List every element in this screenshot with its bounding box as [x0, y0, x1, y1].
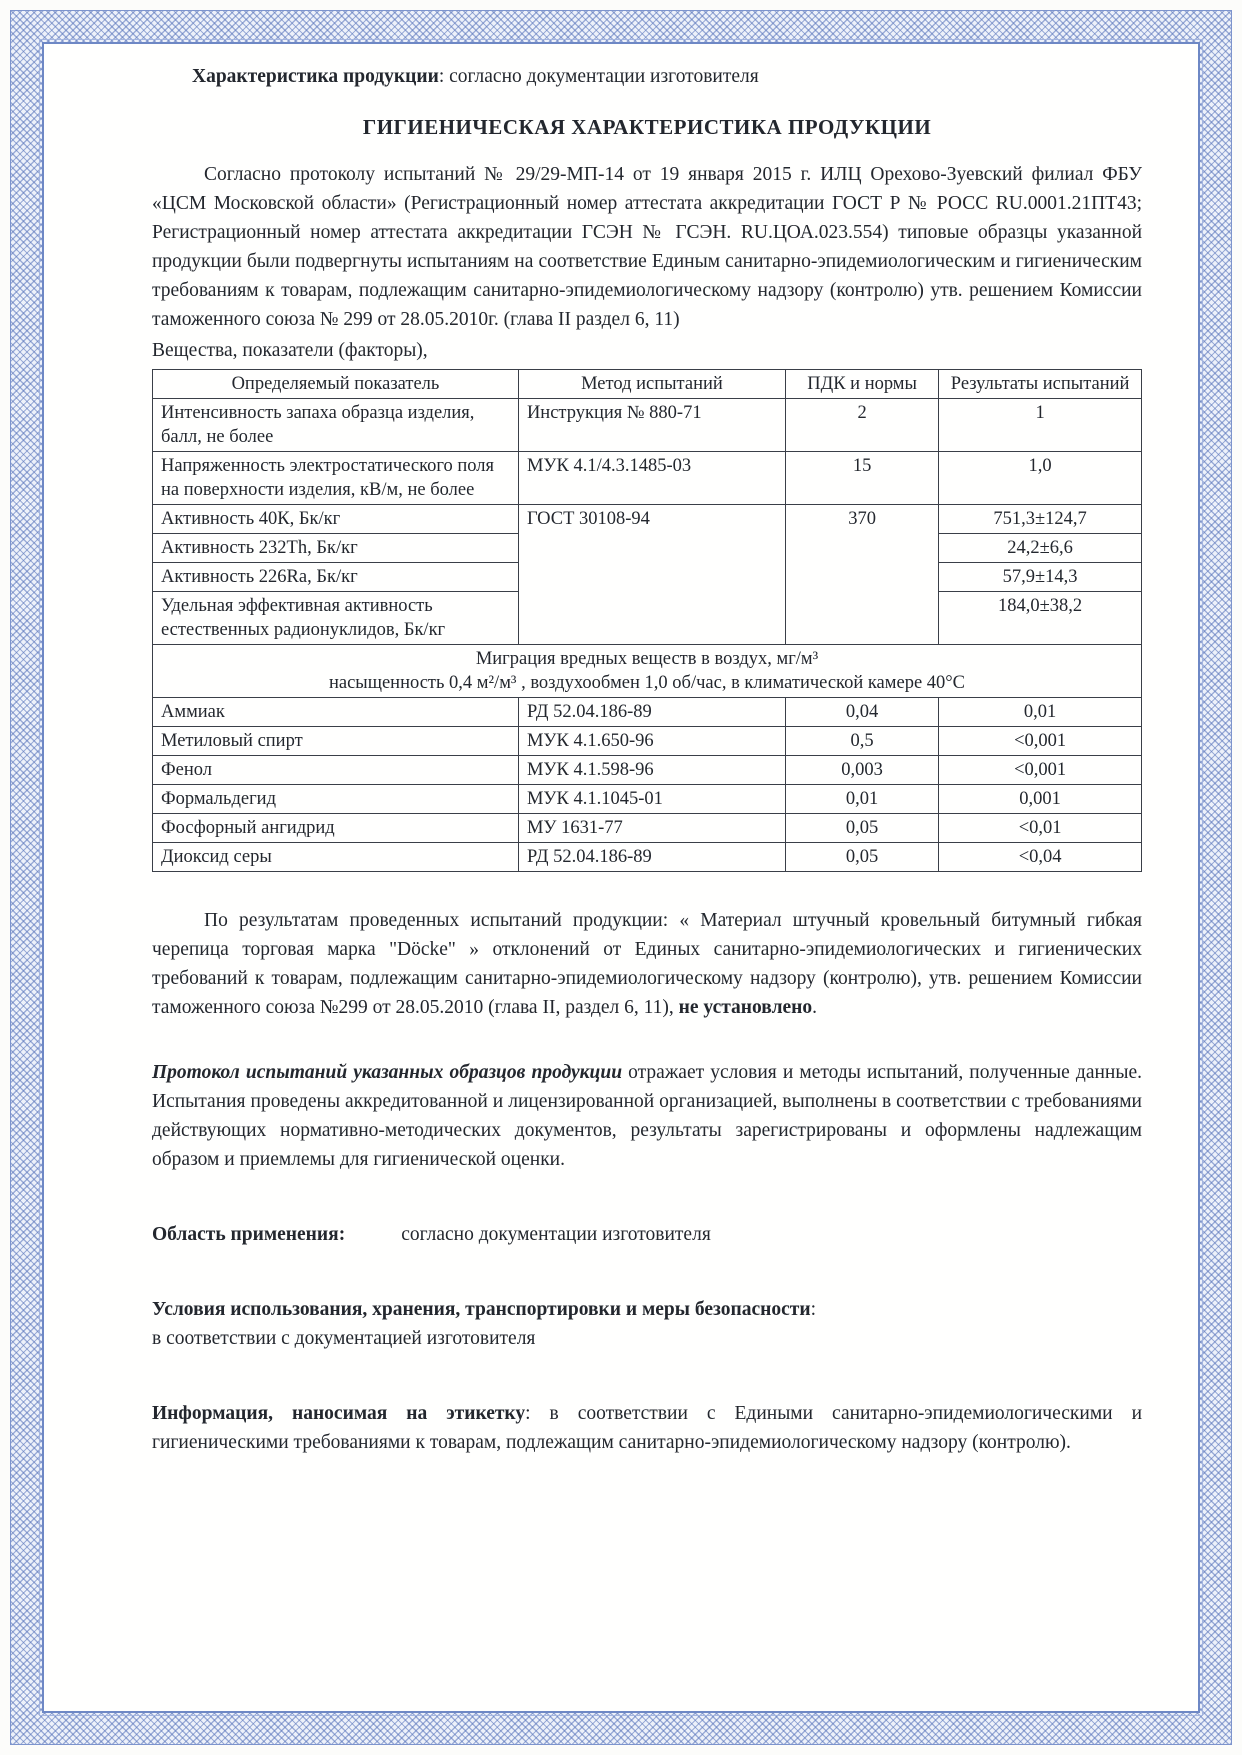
- cell-method: МУК 4.1.650-96: [518, 727, 785, 756]
- scope-section: [152, 1220, 1142, 1249]
- table-row: [153, 814, 1142, 843]
- cell-result: 24,2±6,6: [939, 534, 1142, 563]
- table-row: [153, 727, 1142, 756]
- cell-param: Напряженность электростатического поля на поверхности изделия, кВ/м, не более: [153, 452, 519, 505]
- col-header-norm: ПДК и нормы: [785, 370, 938, 399]
- cell-norm: 0,05: [785, 814, 938, 843]
- conditions-value: в соответствии с документацией изготовителя: [152, 1328, 536, 1349]
- cell-method-activity: ГОСТ 30108-94: [518, 505, 785, 645]
- cell-result: <0,001: [939, 756, 1142, 785]
- results-dot: .: [812, 997, 818, 1018]
- cell-method: МУК 4.1.1045-01: [518, 785, 785, 814]
- table-row: [153, 698, 1142, 727]
- cell-method: Инструкция № 880-71: [518, 399, 785, 452]
- protocol-lead: Протокол испытаний указанных образцов продукции: [152, 1062, 623, 1083]
- table-row: [153, 452, 1142, 505]
- cell-norm: 0,05: [785, 843, 938, 872]
- cell-param: Фенол: [153, 756, 519, 785]
- cell-norm: 2: [785, 399, 938, 452]
- scope-label: Область применения:: [152, 1224, 346, 1245]
- table-row: [153, 756, 1142, 785]
- cell-result: 57,9±14,3: [939, 563, 1142, 592]
- cell-param: Метиловый спирт: [153, 727, 519, 756]
- cell-norm: 0,04: [785, 698, 938, 727]
- results-text: По результатам проведенных испытаний продукции: « Материал штучный кровельный битумный гибкая черепица торговая марка "Döcke" » отклонений от Единых санитарно-эпидемиологических и гигиенических требований к товарам, подлежащим санитарно-эпидемиологическому надзору (контролю), утв. решением Комиссии таможенного союза №299 от 28.05.2010 (глава II, раздел 6, 11),: [152, 910, 1142, 1018]
- cell-method: РД 52.04.186-89: [518, 843, 785, 872]
- results-conclusion-bold: не установлено: [678, 997, 813, 1018]
- product-characteristic-label: Характеристика продукции: [192, 66, 439, 87]
- col-header-parameter: Определяемый показатель: [153, 370, 519, 399]
- cell-param: Аммиак: [153, 698, 519, 727]
- scope-value: согласно документации изготовителя: [401, 1224, 711, 1245]
- protocol-rest: отражает условия и методы испытаний, полученные данные. Испытания проведены аккредитованной и лицензированной организацией, выполнены в соответствии с требованиями действующих нормативно-методических документов, результаты зарегистрированы и оформлены надлежащим образом и приемлемы для гигиенической оценки.: [152, 1062, 1142, 1170]
- migration-subtitle: насыщенность 0,4 м²/м³ , воздухообмен 1,0 об/час, в климатической камере 40°С: [328, 673, 966, 693]
- cell-result: 1,0: [939, 452, 1142, 505]
- label-info-value: : в соответствии с Едиными санитарно-эпидемиологическими и гигиеническими требованиями к товарам, подлежащим санитарно-эпидемиологическому надзору (контролю).: [152, 1403, 1143, 1453]
- cell-result: <0,001: [939, 727, 1142, 756]
- cell-param: Фосфорный ангидрид: [153, 814, 519, 843]
- migration-title: Миграция вредных веществ в воздух, мг/м³: [475, 649, 819, 669]
- table-row: [153, 843, 1142, 872]
- cell-norm-activity: 370: [785, 505, 938, 645]
- protocol-paragraph: [152, 1058, 1142, 1174]
- label-info-label: Информация, наносимая на этикетку: [152, 1403, 526, 1424]
- cell-norm: 0,01: [785, 785, 938, 814]
- cell-param: Активность 226Ra, Бк/кг: [153, 563, 519, 592]
- cell-result: 751,3±124,7: [939, 505, 1142, 534]
- product-characteristic-value: : согласно документации изготовителя: [438, 66, 759, 87]
- page-title: ГИГИЕНИЧЕСКАЯ ХАРАКТЕРИСТИКА ПРОДУКЦИИ: [362, 115, 932, 139]
- cell-param: Активность 40К, Бк/кг: [153, 505, 519, 534]
- table-row: [153, 785, 1142, 814]
- conditions-separator: :: [810, 1299, 816, 1320]
- document-content: [58, 46, 1184, 1709]
- cell-result: 1: [939, 399, 1142, 452]
- cell-norm: 0,003: [785, 756, 938, 785]
- cell-result: 0,001: [939, 785, 1142, 814]
- migration-header-row: [153, 645, 1142, 698]
- cell-param: Формальдегид: [153, 785, 519, 814]
- cell-norm: 15: [785, 452, 938, 505]
- table-row: [153, 399, 1142, 452]
- cell-method: РД 52.04.186-89: [518, 698, 785, 727]
- conditions-section: [152, 1295, 1142, 1353]
- cell-param: Диоксид серы: [153, 843, 519, 872]
- cell-norm: 0,5: [785, 727, 938, 756]
- conditions-label: Условия использования, хранения, транспортировки и меры безопасности: [152, 1299, 811, 1320]
- results-paragraph: [152, 906, 1142, 1022]
- intro-paragraph: Согласно протоколу испытаний № 29/29-МП-14 от 19 января 2015 г. ИЛЦ Орехово-Зуевский филиал ФБУ «ЦСМ Московской области» (Регистрационный номер аттестата аккредитации ГОСТ Р № РОСС RU.0001.21ПТ43; Регистрационный номер аттестата аккредитации ГСЭН № ГСЭН. RU.ЦОА.023.554) типовые образцы указанной продукции были подвергнуты испытаниям на соответствие Единым санитарно-эпидемиологическим и гигиеническим требованиям к товарам, подлежащим санитарно-эпидемиологическому надзору (контролю) утв. решением Комиссии таможенного союза № 299 от 28.05.2010г. (глава II раздел 6, 11): [152, 164, 1142, 330]
- table-row: [153, 505, 1142, 534]
- col-header-method: Метод испытаний: [518, 370, 785, 399]
- cell-result: <0,04: [939, 843, 1142, 872]
- substances-caption: Вещества, показатели (факторы),: [152, 340, 428, 361]
- cell-param: Интенсивность запаха образца изделия, балл, не более: [153, 399, 519, 452]
- cell-method: МУ 1631-77: [518, 814, 785, 843]
- table-header-row: [153, 370, 1142, 399]
- cell-param: Удельная эффективная активность естественных радионуклидов, Бк/кг: [153, 592, 519, 645]
- cell-result: 184,0±38,2: [939, 592, 1142, 645]
- product-characteristic-line: [192, 62, 1142, 91]
- label-info-section: [152, 1399, 1142, 1457]
- col-header-result: Результаты испытаний: [939, 370, 1142, 399]
- cell-method: МУК 4.1.598-96: [518, 756, 785, 785]
- cell-method: МУК 4.1/4.3.1485-03: [518, 452, 785, 505]
- cell-result: 0,01: [939, 698, 1142, 727]
- cell-param: Активность 232Th, Бк/кг: [153, 534, 519, 563]
- cell-result: <0,01: [939, 814, 1142, 843]
- substances-table: [152, 369, 1142, 872]
- migration-header-cell: [153, 645, 1142, 698]
